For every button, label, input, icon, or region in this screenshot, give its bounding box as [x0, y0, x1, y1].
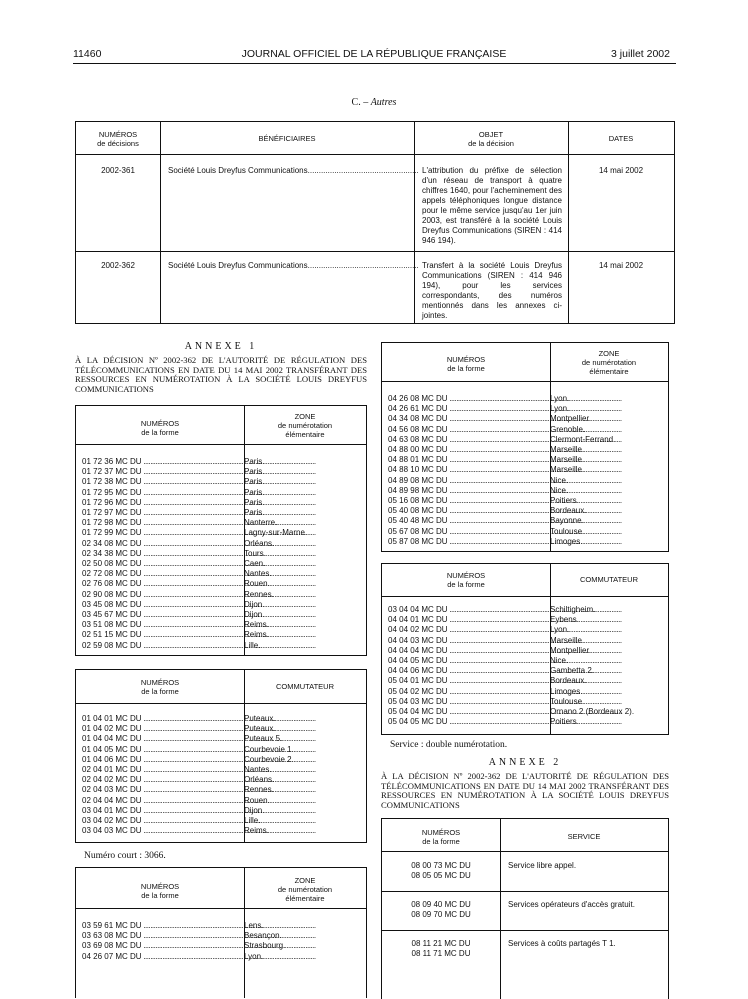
col-header-zone: ZONE de numérotation élémentaire — [277, 412, 333, 439]
row-value: Courbevoie 1. — [244, 744, 294, 754]
row-numero: 01 72 97 MC DU ..... — [82, 508, 244, 518]
row-value: Gambetta 2. — [550, 666, 595, 676]
row-value: Lille. — [244, 816, 261, 826]
row-numero: 04 26 07 MC DU ..... — [82, 952, 244, 962]
col-header-service: SERVICE — [567, 832, 601, 841]
table-row — [82, 641, 307, 651]
table-row — [388, 435, 615, 445]
row-value: Nice. — [550, 656, 569, 666]
table-row — [388, 615, 634, 625]
table-row — [82, 826, 294, 836]
annexe1-title: ANNEXE 1 — [184, 341, 258, 352]
row-numero: 02 76 08 MC DU ..... — [82, 579, 244, 589]
row-numero: 04 26 08 MC DU ..... — [388, 394, 550, 404]
col-header-numeros: NUMÉROS de la forme — [140, 882, 180, 900]
row-value: Lille. — [244, 640, 261, 650]
row-numero: 04 88 00 MC DU ..... — [388, 445, 550, 455]
row-numero: 03 59 61 MC DU ..... — [82, 921, 244, 931]
table-row — [388, 527, 615, 537]
row-numero: 05 04 01 MC DU ..... — [388, 676, 550, 686]
row-numero: 01 04 04 MC DU ..... — [82, 734, 244, 744]
row-numero: 01 72 36 MC DU ..... — [82, 457, 244, 467]
table-row — [388, 687, 634, 697]
row-value: Paris. — [244, 487, 265, 497]
table-row — [388, 646, 634, 656]
decision-number: 2002-362 — [101, 261, 135, 270]
row-numero: 02 59 08 MC DU ..... — [82, 641, 244, 651]
row-value: Limoges. — [550, 686, 583, 696]
row-value: Courbevoie 2. — [244, 754, 294, 764]
row-value: Caen. — [244, 559, 266, 569]
row-value: Toulouse. — [550, 696, 585, 706]
table-row — [82, 457, 307, 467]
row-numero: 01 72 38 MC DU ..... — [82, 477, 244, 487]
table-row — [82, 806, 294, 816]
table-row — [82, 931, 285, 941]
zone-list — [82, 921, 285, 962]
row-value: Lens. — [244, 921, 264, 930]
row-value: Lyon. — [550, 625, 570, 635]
row-value: Reims. — [244, 630, 269, 640]
table-row — [388, 394, 615, 404]
service-numeros: 08 09 40 MC DU 08 09 70 MC DU — [411, 900, 471, 919]
row-numero: 04 88 01 MC DU ..... — [388, 455, 550, 465]
table-row — [388, 707, 634, 717]
table-row — [388, 676, 634, 686]
row-value: Puteaux 5. — [244, 734, 283, 744]
row-value: Marseille. — [550, 455, 585, 465]
annexe2-subtitle: À LA DÉCISION Nº 2002-362 DE L'AUTORITÉ DE RÉGULATION DES TÉLÉCOMMUNICATIONS EN DATE DU 14 MAI 2002 TRANSFÉRANT DES RESSOURCES EN NUMÉROTATION À LA SOCIÉTÉ LOUIS DREYFUS COMMUNICATIONS — [381, 771, 669, 810]
decision-beneficiary: Société Louis Dreyfus Communications.................................................. — [168, 261, 419, 270]
row-value: Limoges. — [550, 536, 583, 546]
row-numero: 02 04 01 MC DU ..... — [82, 765, 244, 775]
row-value: Schiltigheim. — [550, 605, 596, 614]
commutateur-table-2 — [381, 563, 669, 735]
row-value: Paris. — [244, 508, 265, 518]
table-row — [388, 656, 634, 666]
row-value: Paris. — [244, 467, 265, 477]
table-row — [82, 765, 294, 775]
table-row — [82, 630, 307, 640]
row-value: Marseille. — [550, 465, 585, 475]
table-row — [388, 496, 615, 506]
row-value: Toulouse. — [550, 526, 585, 536]
row-value: Nantes. — [244, 765, 272, 775]
row-numero: 03 04 03 MC DU ..... — [82, 826, 244, 836]
table-row — [388, 445, 615, 455]
row-value: Paris. — [244, 477, 265, 487]
table-row — [388, 666, 634, 676]
table-row — [388, 465, 615, 475]
row-numero: 03 04 02 MC DU ..... — [82, 816, 244, 826]
row-value: Bordeaux. — [550, 506, 587, 516]
row-value: Nantes. — [244, 569, 272, 579]
row-numero: 01 04 01 MC DU ..... — [82, 714, 244, 724]
table-row — [82, 816, 294, 826]
row-value: Lagny-sur-Marne. — [244, 528, 308, 538]
numero-court: Numéro court : 3066. — [84, 851, 166, 861]
table-row — [388, 537, 615, 547]
table-row — [388, 506, 615, 516]
row-value: Tours. — [244, 548, 266, 558]
col-header-objet: OBJET de la décision — [468, 130, 514, 148]
col-header-numeros: NUMÉROS de décisions — [97, 130, 139, 148]
row-value: Bordeaux. — [550, 676, 587, 686]
row-numero: 04 04 02 MC DU ..... — [388, 625, 550, 635]
table-row — [82, 488, 307, 498]
row-numero: 03 45 08 MC DU ..... — [82, 600, 244, 610]
header-rule — [73, 63, 676, 64]
row-value: Marseille. — [550, 445, 585, 455]
row-numero: 01 72 96 MC DU ..... — [82, 498, 244, 508]
table-row — [82, 518, 307, 528]
table-row — [82, 941, 285, 951]
decision-beneficiary: Société Louis Dreyfus Communications.................................................. — [168, 166, 419, 175]
row-value: Nice. — [550, 475, 569, 485]
table-row — [82, 610, 307, 620]
table-row — [82, 952, 285, 962]
row-numero: 01 04 05 MC DU ..... — [82, 745, 244, 755]
service-label: Services à coûts partagés T 1. — [508, 939, 616, 948]
row-numero: 02 34 38 MC DU ..... — [82, 549, 244, 559]
row-numero: 05 04 03 MC DU ..... — [388, 697, 550, 707]
row-numero: 02 34 08 MC DU ..... — [82, 539, 244, 549]
row-value: Bayonne. — [550, 516, 584, 526]
service-numeros: 08 11 21 MC DU 08 11 71 MC DU — [411, 939, 471, 958]
row-value: Rouen. — [244, 579, 270, 589]
row-value: Puteaux. — [244, 714, 276, 723]
table-row — [82, 477, 307, 487]
col-header-dates: DATES — [608, 134, 634, 143]
row-numero: 04 34 08 MC DU ..... — [388, 414, 550, 424]
row-value: Reims. — [244, 620, 269, 630]
col-header-commutateur: COMMUTATEUR — [579, 575, 639, 584]
table-row — [82, 579, 307, 589]
table-row — [82, 569, 307, 579]
table-row — [388, 717, 634, 727]
row-numero: 03 63 08 MC DU ..... — [82, 931, 244, 941]
table-row — [388, 605, 634, 615]
col-header-numeros: NUMÉROS de la forme — [140, 678, 180, 696]
row-numero: 02 04 02 MC DU ..... — [82, 775, 244, 785]
table-row — [388, 486, 615, 496]
table-row — [82, 785, 294, 795]
decisions-table — [75, 121, 675, 324]
row-numero: 04 04 04 MC DU ..... — [388, 646, 550, 656]
row-numero: 02 51 15 MC DU ..... — [82, 630, 244, 640]
service-numeros: 08 00 73 MC DU 08 05 05 MC DU — [411, 861, 471, 880]
zone-table-3 — [381, 342, 669, 552]
service-table — [381, 818, 669, 999]
row-value: Rennes. — [244, 589, 274, 599]
table-row — [388, 516, 615, 526]
table-row — [82, 508, 307, 518]
table-row — [82, 921, 285, 931]
table-row — [82, 775, 294, 785]
col-header-numeros: NUMÉROS de la forme — [421, 828, 461, 846]
table-row — [388, 414, 615, 424]
row-value: Orléans. — [244, 538, 275, 548]
table-row — [82, 734, 294, 744]
zone-table-2 — [75, 867, 367, 998]
row-numero: 02 04 04 MC DU ..... — [82, 796, 244, 806]
row-value: Marseille. — [550, 635, 585, 645]
row-value: Ornano 2 (Bordeaux 2). — [550, 707, 635, 717]
row-value: Dijon. — [244, 805, 265, 815]
row-value: Rouen. — [244, 795, 270, 805]
annexe1-subtitle: À LA DÉCISION Nº 2002-362 DE L'AUTORITÉ DE RÉGULATION DES TÉLÉCOMMUNICATIONS EN DATE DU 14 MAI 2002 TRANSFÉRANT DES RESSOURCES EN NUMÉROTATION À LA SOCIÉTÉ LOUIS DREYFUS COMMUNICATIONS — [75, 355, 367, 394]
table-row — [388, 636, 634, 646]
table-row — [82, 467, 307, 477]
decision-date: 14 mai 2002 — [598, 261, 644, 270]
row-numero: 01 72 95 MC DU ..... — [82, 488, 244, 498]
row-numero: 02 72 08 MC DU ..... — [82, 569, 244, 579]
row-value: Paris. — [244, 457, 265, 466]
row-numero: 05 67 08 MC DU ..... — [388, 527, 550, 537]
row-value: Strasbourg. — [244, 941, 286, 951]
row-value: Rennes. — [244, 785, 274, 795]
row-value: Clermont-Ferrand. — [550, 434, 616, 444]
table-row — [388, 697, 634, 707]
row-numero: 04 04 06 MC DU ..... — [388, 666, 550, 676]
row-numero: 04 89 08 MC DU ..... — [388, 476, 550, 486]
row-numero: 05 87 08 MC DU ..... — [388, 537, 550, 547]
col-header-numeros: NUMÉROS de la forme — [446, 571, 486, 589]
table-row — [82, 528, 307, 538]
row-numero: 04 04 05 MC DU ..... — [388, 656, 550, 666]
row-numero: 02 50 08 MC DU ..... — [82, 559, 244, 569]
col-header-zone: ZONE de numérotation élémentaire — [581, 349, 637, 376]
row-numero: 04 88 10 MC DU ..... — [388, 465, 550, 475]
row-value: Grenoble. — [550, 424, 586, 434]
col-header-numeros: NUMÉROS de la forme — [140, 419, 180, 437]
decision-number: 2002-361 — [101, 166, 135, 175]
zone-list — [82, 457, 307, 651]
commutateur-list — [388, 605, 634, 727]
table-row — [82, 600, 307, 610]
col-header-zone: ZONE de numérotation élémentaire — [277, 876, 333, 903]
commutateur-list — [82, 714, 294, 836]
section-title — [0, 97, 748, 108]
table-row — [82, 745, 294, 755]
row-numero: 01 72 99 MC DU ..... — [82, 528, 244, 538]
row-value: Nice. — [550, 485, 569, 495]
section-prefix: C. – — [351, 97, 369, 108]
row-numero: 01 04 06 MC DU ..... — [82, 755, 244, 765]
row-value: Besançon. — [244, 931, 282, 941]
row-value: Poitiers. — [550, 496, 579, 506]
service-label: Services opérateurs d'accès gratuit. — [508, 900, 635, 909]
annexe2-title: ANNEXE 2 — [488, 757, 562, 768]
table-row — [82, 539, 307, 549]
decision-date: 14 mai 2002 — [598, 166, 644, 175]
row-value: Montpellier. — [550, 645, 591, 655]
table-row — [82, 590, 307, 600]
zone-table-1 — [75, 405, 367, 656]
row-value: Poitiers. — [550, 717, 579, 727]
table-row — [82, 796, 294, 806]
row-value: Orléans. — [244, 775, 275, 785]
row-numero: 03 04 01 MC DU ..... — [82, 806, 244, 816]
row-numero: 04 26 61 MC DU ..... — [388, 404, 550, 414]
row-value: Reims. — [244, 826, 269, 836]
row-numero: 03 45 67 MC DU ..... — [82, 610, 244, 620]
row-numero: 05 40 08 MC DU ..... — [388, 506, 550, 516]
row-numero: 04 04 03 MC DU ..... — [388, 636, 550, 646]
service-label: Service libre appel. — [508, 861, 577, 870]
commutateur-table-1 — [75, 669, 367, 843]
row-value: Lyon. — [244, 951, 264, 961]
page-number: 11460 — [73, 48, 102, 60]
row-value: Nanterre. — [244, 518, 278, 528]
row-value: Paris. — [244, 497, 265, 507]
col-header-numeros: NUMÉROS de la forme — [446, 355, 486, 373]
row-numero: 04 04 01 MC DU ..... — [388, 615, 550, 625]
row-numero: 02 04 03 MC DU ..... — [82, 785, 244, 795]
issue-date: 3 juillet 2002 — [611, 48, 670, 60]
row-value: Dijon. — [244, 599, 265, 609]
row-value: Montpellier. — [550, 414, 591, 424]
row-numero: 04 63 08 MC DU ..... — [388, 435, 550, 445]
row-numero: 01 04 02 MC DU ..... — [82, 724, 244, 734]
row-numero: 05 04 02 MC DU ..... — [388, 687, 550, 697]
row-numero: 05 04 05 MC DU ..... — [388, 717, 550, 727]
decision-objet: L'attribution du préfixe de sélection d'un réseau de transport à quatre chiffres 1640, pour l'acheminement des appels téléphoniques longue distance pour le même service jusqu'au 1er juin 2003, est transféré à la société Louis Dreyfus Communications (SIREN : 414 946 194). — [422, 166, 562, 245]
table-row — [82, 559, 307, 569]
table-row — [388, 625, 634, 635]
row-value: Lyon. — [550, 404, 570, 414]
row-numero: 01 72 98 MC DU ..... — [82, 518, 244, 528]
row-numero: 04 56 08 MC DU ..... — [388, 425, 550, 435]
row-numero: 05 04 04 MC DU ..... — [388, 707, 550, 717]
row-numero: 04 89 98 MC DU ..... — [388, 486, 550, 496]
table-row — [388, 476, 615, 486]
table-row — [82, 714, 294, 724]
table-row — [388, 455, 615, 465]
col-header-beneficiaires: BÉNÉFICIAIRES — [258, 134, 316, 143]
row-value: Puteaux. — [244, 724, 276, 734]
row-numero: 05 16 08 MC DU ..... — [388, 496, 550, 506]
row-numero: 01 72 37 MC DU ..... — [82, 467, 244, 477]
journal-title: JOURNAL OFFICIEL DE LA RÉPUBLIQUE FRANÇAISE — [241, 48, 507, 60]
row-value: Lyon. — [550, 394, 570, 403]
section-name: Autres — [370, 97, 397, 108]
row-numero: 02 90 08 MC DU ..... — [82, 590, 244, 600]
zone-list — [388, 394, 615, 547]
row-numero: 03 51 08 MC DU ..... — [82, 620, 244, 630]
row-numero: 03 69 08 MC DU ..... — [82, 941, 244, 951]
table-row — [388, 425, 615, 435]
service-note: Service : double numérotation. — [390, 740, 508, 750]
table-row — [82, 620, 307, 630]
table-row — [82, 724, 294, 734]
row-value: Eybens. — [550, 615, 579, 625]
table-row — [388, 404, 615, 414]
table-row — [82, 755, 294, 765]
decision-objet: Transfert à la société Louis Dreyfus Communications (SIREN : 414 946 194), pour les services correspondants, des numéros mentionnés dans les annexes ci-jointes. — [422, 261, 562, 320]
row-numero: 05 40 48 MC DU ..... — [388, 516, 550, 526]
table-row — [82, 498, 307, 508]
table-row — [82, 549, 307, 559]
col-header-commutateur: COMMUTATEUR — [275, 682, 335, 691]
row-numero: 03 04 04 MC DU ..... — [388, 605, 550, 615]
row-value: Dijon. — [244, 610, 265, 620]
